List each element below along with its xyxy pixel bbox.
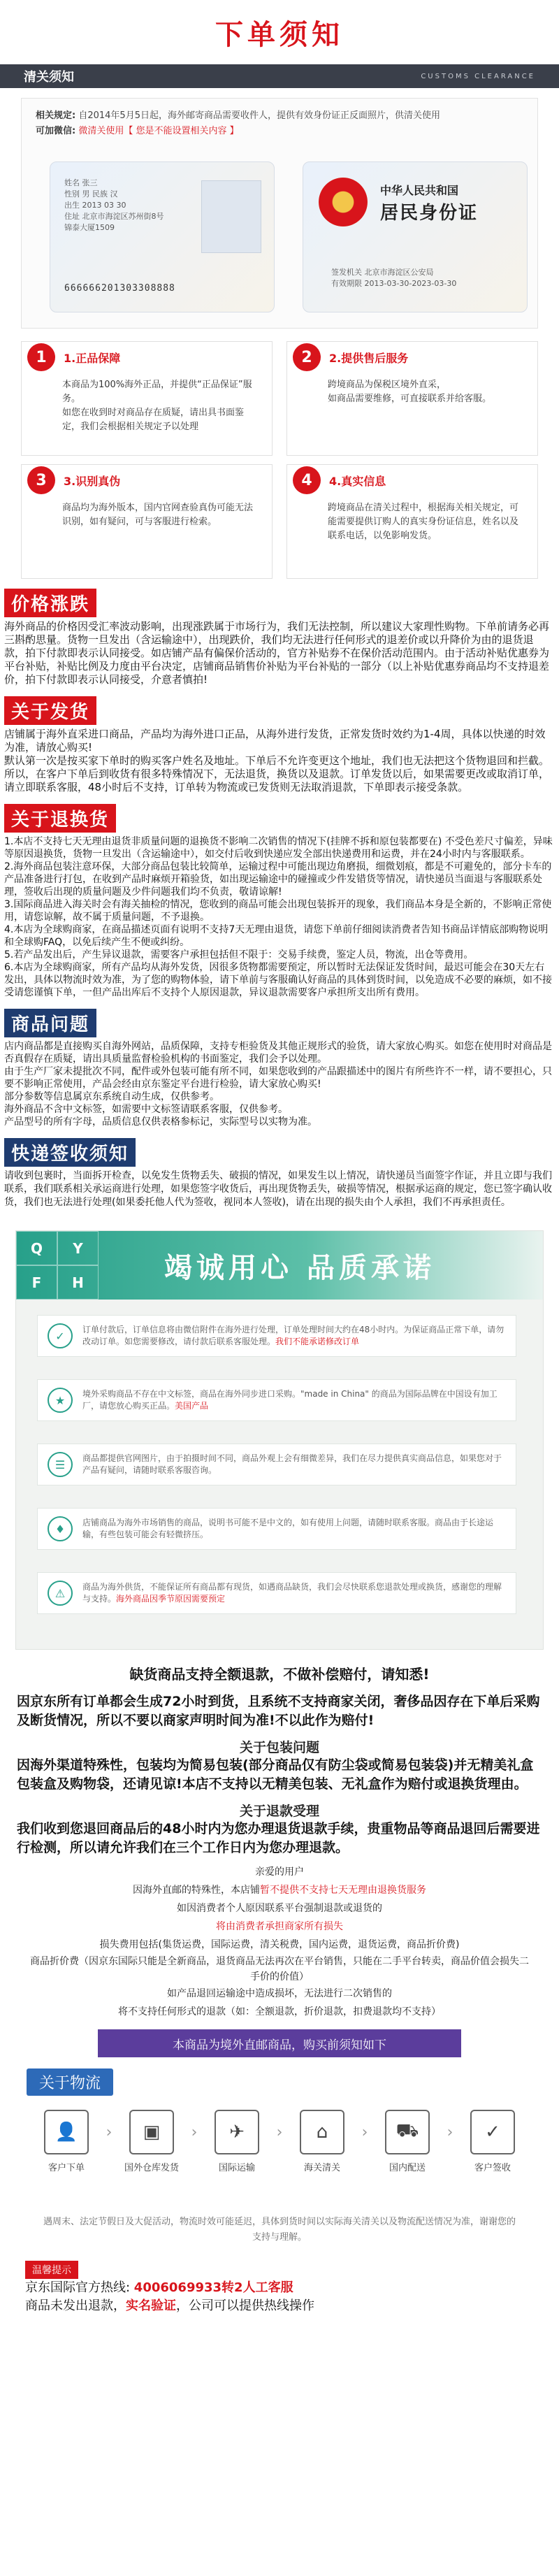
promise-highlight: 海外商品因季节原因需要预定 — [116, 1594, 226, 1604]
guarantee-body: 跨境商品在清关过程中，根据海关相关规定，可能需要提供订购人的真实身份证信息，姓名以及联系电话，以免影响发货。 — [328, 503, 519, 541]
check-icon: ✓ — [470, 2110, 515, 2154]
guarantee-card — [286, 341, 538, 456]
arrow-right-icon: › — [106, 2124, 112, 2141]
page-title: 下单须知 — [215, 18, 344, 51]
customs-rule-text: 自2014年5月5日起，海外邮寄商品需要收件人，提供有效身份证正反面照片，供清关使用 — [78, 110, 440, 121]
logi-step — [454, 2110, 531, 2173]
id-card-back — [50, 161, 275, 312]
id-front-lines — [331, 267, 456, 289]
goods-body: 店内商品都是直接购买自海外网站，品质保障，支持专柜验货及其他正规形式的验货，请大家放心购买。如您在使用时对商品是否真假存在质疑，请出具质量监督检验机构的书面鉴定，我们会予以处理。 由于生产厂家未提批次不同，配件或外包装可能有所不同，如果您收到的产品跟描述中的图片有所些许不一样，请不要担心，只要不影响正常使用，产品会经由京东鉴定平台进行检验，请大家放心购买! 部分参数等信息属京东系统自动生成，仅供参考。 海外商品不含中文标签，如需要中文标签请联系客服，仅供参考。 产品型号的所有字母，品质信息仅供表格参标记，实际型号以实物为准。 — [4, 1041, 552, 1128]
promise-text: 境外采购商品不存在中文标签，商品在海外同步进口采购。"made in China" 的商品为国际品牌在中国设有加工厂，请您放心购买正品。 — [82, 1389, 498, 1411]
guarantee-title: 1.正品保障 — [64, 351, 121, 365]
step-label: 国内配送 — [389, 2163, 426, 2173]
truck-icon: ⛟ — [385, 2110, 430, 2154]
logi-step — [113, 2110, 190, 2173]
customs-rule — [36, 108, 523, 124]
warning-icon: ⚠ — [48, 1581, 73, 1606]
small-line1 — [0, 1881, 559, 1899]
id-line: 出生 2013 03 30 — [64, 201, 126, 210]
arrow-right-icon: › — [191, 2124, 198, 2141]
plane-icon: ✈ — [215, 2110, 259, 2154]
warehouse-icon: ▣ — [129, 2110, 174, 2154]
note-line2: 因京东所有订单都会生成72小时到货，且系统不支持商家关闭，奢侈品因存在下单后采购及断货情况，所以不要以商家声明时间为准!不以此作为赔付! — [17, 1694, 540, 1728]
small-line6: 如产品退回运输途中造成损坏，无法进行二次销售的 — [167, 1988, 392, 1999]
small-red: 暂不提供不支持七天无理由退换货服务 — [260, 1885, 426, 1896]
promise-title: 竭诚用心 品质承诺 — [164, 1251, 435, 1284]
order-check-icon: ✓ — [48, 1323, 73, 1348]
id-number: 666666201303308888 — [64, 283, 175, 294]
id-line: 有效期限 2013-03-30-2023-03-30 — [331, 279, 457, 288]
promise-row — [37, 1315, 516, 1357]
small-line2: 如因消费者个人原因联系平台强制退款或退货的 — [177, 1903, 382, 1914]
price-heading: 价格涨跌 — [4, 589, 96, 617]
user-info-icon: 4 — [293, 466, 321, 494]
sign-body: 请收到包裹时，当面拆开检查，以免发生货物丢失、破损的情况，如果发生以上情况，请快递员当面签字作证，并且立即与我们联系，我们联系相关承运商进行处理，如果您签字收货后，再出现货物丢失，破损等情况，根据承运商的规定，您已签字确认收货，我们也无法进行处理(如果委托他人代为签收，视同本人签收)，请在出现的损失由个人承担，我们不再承担责任。 — [4, 1170, 552, 1208]
promise-row — [37, 1572, 516, 1614]
promise-highlight: 美国产品 — [175, 1401, 209, 1411]
promise-text: 店铺商品为海外市场销售的商品，说明书可能不是中文的，如有使用上问题，请随时联系客服。商品由于长途运输，有些包装可能会有轻微挤压。 — [82, 1518, 494, 1539]
logo-letter: F — [16, 1265, 57, 1300]
guarantee-title: 3.识别真伪 — [64, 474, 121, 488]
price-body: 海外商品的价格因受汇率波动影响，出现涨跌属于市场行为，我们无法控制，所以建议大家理性购物。下单前请务必再三斟酌思量。货物一旦发出（含运输途中），出现跌价，我们均无法进行任何形式的退差价或以升降价为由的退货退款，拍下付款即表示认同接受。如店铺产品有偏保价活动的，官方补贴券不在保价活动范围内。由于活动补贴优惠券为平台补贴，补贴比例及力度由平台决定，店铺商品销售价补贴为平台补贴的一部分（以上补贴优惠券商品均不支持退差价，拍下付款即表示认同接受，介意者慎拍! — [4, 620, 550, 686]
promise-row — [37, 1508, 516, 1550]
notes-section — [0, 1665, 559, 2057]
returns-section — [0, 804, 559, 999]
guarantee-body: 跨境商品为保税区境外直采， 如商品需要维修，可直接联系并给客服。 — [328, 380, 492, 404]
tip-text: ，公司可以提供热线操作 — [176, 2298, 314, 2313]
list-icon: ☰ — [48, 1452, 73, 1477]
returns-body: 1.本店不支持七天无理由退货非质量问题的退换货不影响二次销售的情况下(挂牌不拆和原包装都要在) 不受色差尺寸偏差，异味等原因退换货，货物一旦发出（含运输途中），如交付后收到快递应发全部出快递费用和运费，并在24小时内与客服联系。 2.海外商品包装注意环保，大部分商品包装比较简单，运输过程中可能出现边角磨损，细微划痕，都是不可避免的，部分卡车的产品准备进行打包，在收到产品时麻烦开箱验货，如出现运输途中的碰撞或少件发错货等情况，请快递员当面退与客服联系处理，签收后出现的质量问题及少件问题我们均不负责，敬请谅解! 3.国际商品进入海关时会有海关抽检的情况，您收到的商品可能会出现包装拆开的现象，我们商品本身是全新的，不影响正常使用，请您谅解，故不属于质量问题，不予退换。 4.本店为全球购商家，在商品描述页面有说明不支持7天无理由退货，请您下单前仔细阅读消费者告知书商品详情底部购物说明和全球购FAQ，以免后续产生不便或纠纷。 5.若产品发出后，产生异议退款，需要客户承担包括但不限于：交易手续费，鉴定人员，物流，出仓等费用。 6.本店为全球购商家，所有产品均从海外发货，因很多货物都需要预定，所以暂时无法保证发货时间，最迟可能会在30天左右发出，具体以物流时效为准，为了您的购物体验，请下单前与客服确认好商品的具体到货时间，以免造成不必要的麻烦，如不接受请您谨慎下单，一但产品出库后不支持个人原因退款，异议退款需要客户承担所支出所有费用。 — [4, 836, 553, 998]
refund-body: 我们收到您退回商品后的48小时内为您办理退货退款手续，贵重物品等商品退回后需要进行检测，所以请允许我们在三个工作日内为您办理退款。 — [17, 1821, 540, 1855]
id-photo — [201, 180, 261, 253]
small-line7: 将不支持任何形式的退款（如：全额退款，折价退款，扣费退款均不支持） — [118, 2006, 441, 2017]
guarantee-card — [21, 341, 273, 456]
guarantee-title: 2.提供售后服务 — [329, 351, 409, 365]
id-line: 住址 北京市海淀区苏州街8号 — [64, 212, 164, 221]
logi-step — [28, 2110, 105, 2173]
customs-title: 清关须知 — [24, 70, 74, 85]
guarantee-grid — [21, 341, 538, 579]
logistics-heading: 关于物流 — [27, 2068, 113, 2096]
promise-text: 订单付款后，订单信息将由微信附件在海外进行处理，订单处理时间大约在48小时内。为保证商品正常下单，请勿改动订单。如您需要修改，请付款后联系客服处理。 — [82, 1325, 504, 1346]
diamond-icon: ♦ — [48, 1516, 73, 1541]
customs-banner — [0, 64, 559, 88]
guarantee-body: 本商品为100%海外正品，并提供“正品保证”服务。 如您在收到时对商品存在质疑，请出具书面鉴定，我们会根据相关规定予以处理 — [62, 380, 252, 432]
logistics-note: 遇周末、法定节假日及大促活动，物流时效可能延迟，具体到货时间以实际海关清关以及物流配送情况为准，谢谢您的支持与理解。 — [43, 2217, 516, 2243]
small-text: 因海外直邮的特殊性，本店铺 — [133, 1885, 260, 1896]
id-card-back-lines — [64, 178, 164, 233]
note-line1: 缺货商品支持全额退款，不做补偿赔付，请知悉! — [129, 1666, 430, 1683]
watermark: SALEMONTH — [105, 1002, 277, 1026]
purple-notice: 本商品为境外直邮商品，购买前须知如下 — [98, 2029, 461, 2057]
pack-heading: 关于包装问题 — [239, 1740, 319, 1755]
id-line: 锦泰大厦1509 — [64, 223, 115, 232]
id-front-head1: 中华人民共和国 — [380, 184, 459, 197]
shipping-heading: 关于发货 — [4, 696, 96, 725]
verify-icon: 3 — [27, 466, 55, 494]
small-line3: 将由消费者承担商家所有损失 — [216, 1921, 343, 1932]
goods-section — [0, 1002, 559, 1128]
id-line: 姓名 张三 — [64, 178, 98, 187]
logo-letter: Y — [57, 1231, 99, 1265]
sign-section — [0, 1138, 559, 1209]
pack-body: 因海外渠道特殊性，包装均为简易包装(部分商品仅有防尘袋或简易包装袋)并无精美礼盒包装盒及购物袋，还请见谅!本店不支持以无精美包装、无礼盒作为赔付或退换货理由。 — [17, 1757, 534, 1792]
tip-refund — [0, 2297, 559, 2315]
tip-heading: 温馨提示 — [25, 2261, 78, 2279]
national-emblem-icon — [319, 178, 368, 226]
promise-text: 商品都提供官网图片，由于拍摄时间不同，商品外观上会有细微差异，我们在尽力提供真实商品信息，如果您对于产品有疑问，请随时联系客服咨询。 — [82, 1453, 502, 1475]
customs-en-label: CUSTOMS CLEARANCE — [421, 72, 535, 80]
step-label: 国际运输 — [218, 2163, 255, 2173]
service-icon: 2 — [293, 343, 321, 371]
arrow-right-icon: › — [447, 2124, 453, 2141]
tip-hotline — [0, 2279, 559, 2297]
sign-heading: 快递签收须知 — [4, 1138, 136, 1167]
guarantee-body: 商品均为海外版本，国内官网查验真伪可能无法识别，如有疑问，可与客服进行检索。 — [62, 503, 254, 527]
logi-step — [369, 2110, 446, 2173]
returns-heading: 关于退换货 — [4, 804, 116, 833]
promise-row — [37, 1444, 516, 1485]
logistics-flow — [21, 2103, 538, 2215]
user-icon: 👤 — [44, 2110, 89, 2154]
id-card-front — [303, 161, 528, 312]
small-line4: 损失费用包括(集货运费，国际运费，清关税费，国内运费，退货运费，商品折价费) — [99, 1939, 460, 1950]
arrow-right-icon: › — [276, 2124, 283, 2141]
logo-letter: Q — [16, 1231, 57, 1265]
promise-highlight: 我们不能承诺修改订单 — [275, 1337, 360, 1346]
id-front-head2: 居民身份证 — [380, 203, 479, 224]
shipping-section — [0, 696, 559, 794]
goods-heading: 商品问题 — [4, 1009, 96, 1037]
guarantee-title: 4.真实信息 — [329, 474, 386, 488]
logo-letter: H — [57, 1265, 99, 1300]
logi-step — [284, 2110, 361, 2173]
promise-panel — [15, 1230, 544, 1650]
id-line: 签发机关 北京市海淀区公安局 — [331, 268, 434, 277]
customs-upload-text: 微清关使用【 您是不能设置相关内容 】 — [78, 126, 239, 136]
step-label: 海关清关 — [303, 2163, 340, 2173]
customs-box — [21, 98, 538, 329]
shipping-body: 店铺属于海外直采进口商品，产品均为海外进口正品，从海外进行发货，正常发货时效约为1-4周，具体以快递的时效为准，请放心购买! 默认第一次是按买家下单时的购买客户姓名及地址。下单后不允许变更这个地址，我们也无法把这个货物退回和拦截。所以，在客户下单后到收货有很多特殊情况下，无法退货，换货以及退款。订单发货以后，如果需要更改或取消订单，请立即联系客服，48小时后不支持，订单转为物流或已发货则无法取消退款，下单即表示接受条款。 — [4, 728, 550, 793]
shield-icon: 1 — [27, 343, 55, 371]
guarantee-card — [21, 464, 273, 579]
id-line: 性别 男 民族 汉 — [64, 189, 118, 199]
qyfh-logo — [16, 1231, 99, 1300]
promise-text: 商品为海外供货，不能保证所有商品都有现货，如遇商品缺货，我们会尽快联系您退款处理或换货，感谢您的理解与支持。 — [82, 1582, 502, 1604]
customs-upload-label: 可加微信: — [36, 126, 76, 136]
step-label: 客户下单 — [48, 2163, 85, 2173]
logi-step — [198, 2110, 275, 2173]
promise-banner — [16, 1231, 543, 1300]
small-line5: 商品折价费（因京东国际只能是全新商品，退货商品无法再次在平台销售，只能在二手平台转卖，商品价值会损失二手价的价值） — [30, 1956, 529, 1983]
step-label: 国外仓库发货 — [124, 2163, 179, 2173]
price-section — [0, 589, 559, 686]
customs-upload — [36, 124, 523, 139]
tip-red: 实名验证 — [126, 2298, 176, 2313]
customs-rule-label: 相关规定: — [36, 110, 76, 121]
tip-text: 商品未发出退款， — [25, 2298, 126, 2313]
promise-row — [37, 1379, 516, 1421]
arrow-right-icon: › — [361, 2124, 368, 2141]
refund-heading: 关于退款受理 — [239, 1804, 319, 1819]
customs-icon: ⌂ — [300, 2110, 344, 2154]
tip-text: 京东国际官方热线: — [25, 2280, 134, 2295]
step-label: 客户签收 — [474, 2163, 511, 2173]
dear-user: 亲爱的用户 — [255, 1866, 304, 1878]
star-icon: ★ — [48, 1388, 73, 1413]
hotline-number: 4006069933转2人工客服 — [133, 2280, 293, 2295]
guarantee-card — [286, 464, 538, 579]
